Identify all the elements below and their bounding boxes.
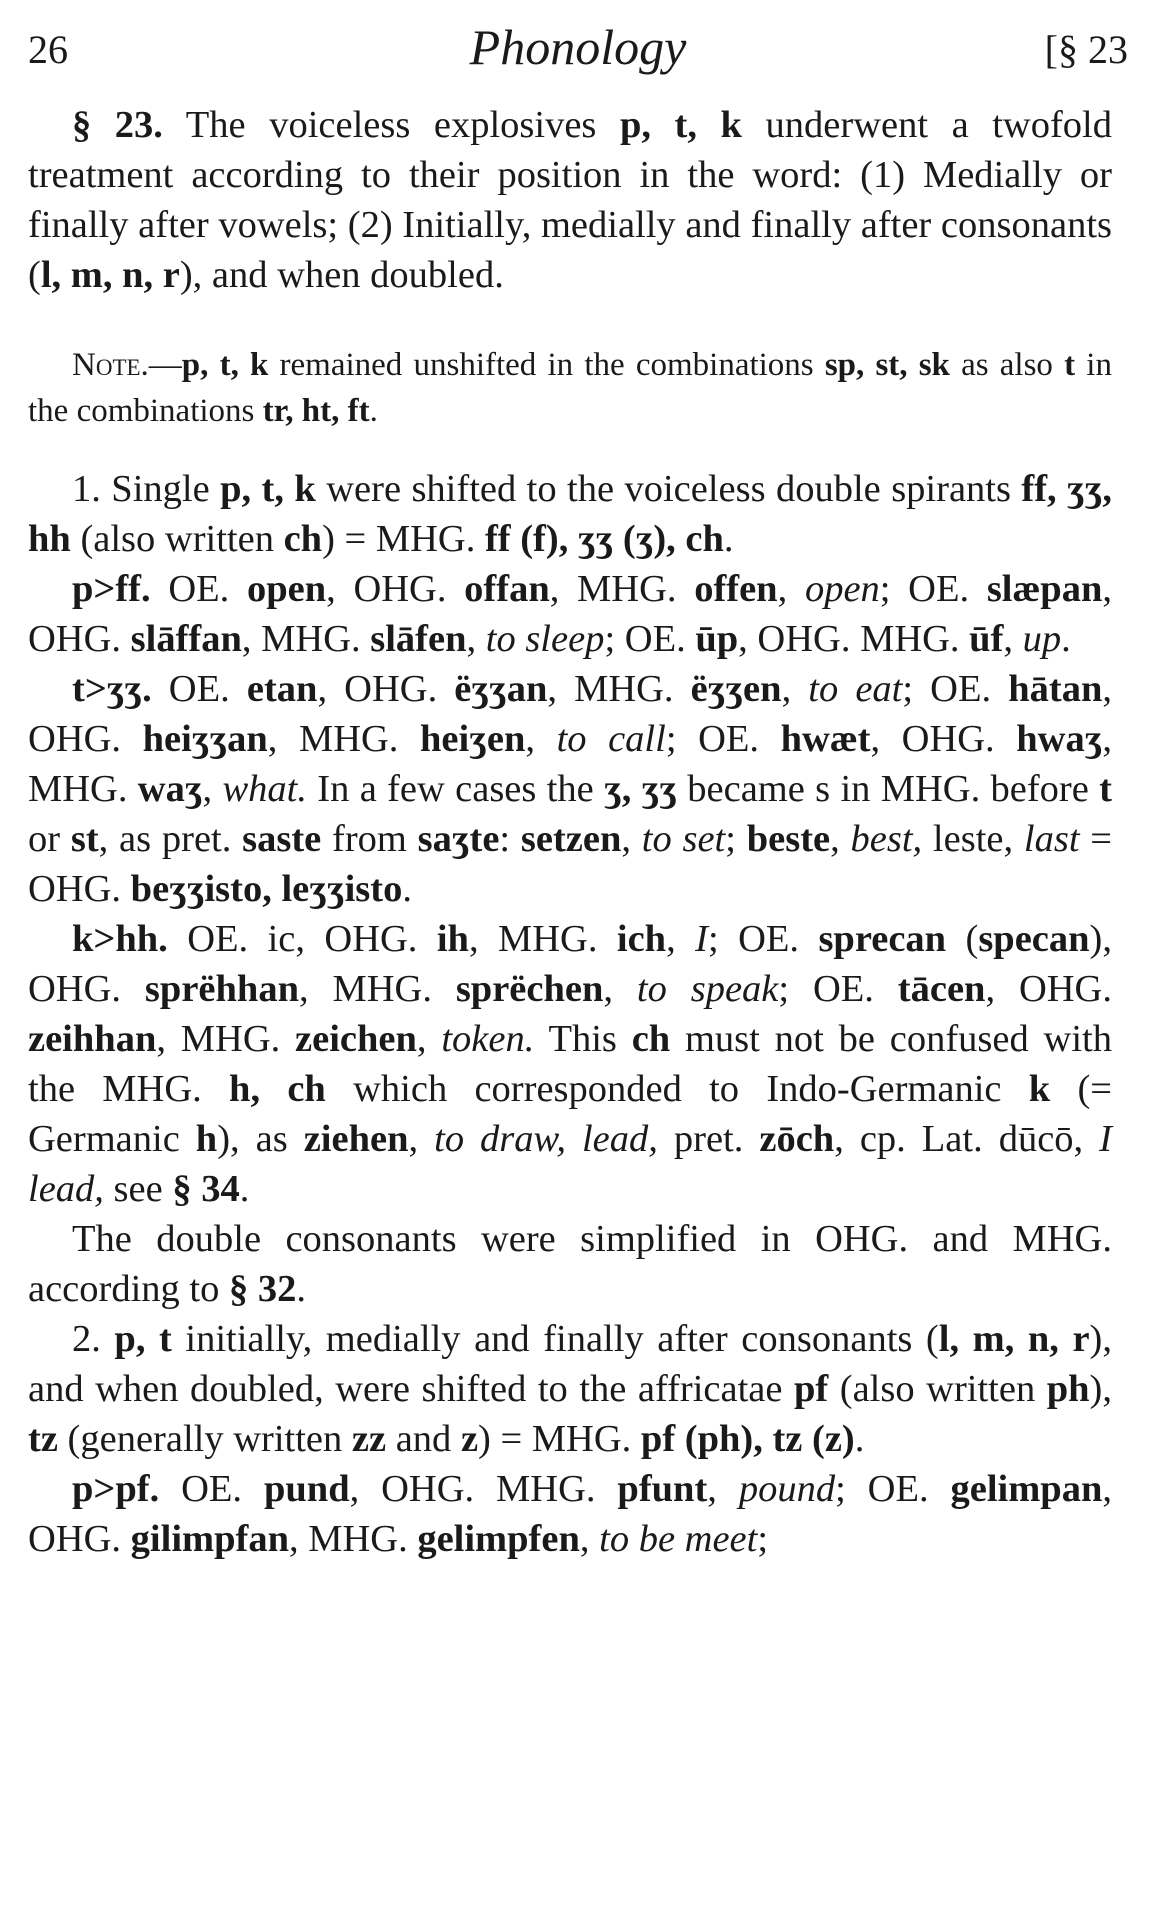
paragraph-k-to-hh: k>hh. OE. ic, OHG. ih, MHG. ich, I; OE. sprecan (specan), OHG. sprëhhan, MHG. sprëchen, to speak; OE. tācen, OHG. zeihhan, MHG. zeichen, token. This ch must not be confused with the MHG. h, ch which corresponded to Indo-Germanic k (= Germanic h), as ziehen, to draw, lead, pret. zōch, cp. Lat. dūcō, I lead, see § 34.	[28, 918, 1112, 1210]
paragraph-t-to-zz: t>ʒʒ. OE. etan, OHG. ëʒʒan, MHG. ëʒʒen, to eat; OE. hātan, OHG. heiʒʒan, MHG. heiʒen, to call; OE. hwæt, OHG. hwaʒ, MHG. waʒ, what. In a few cases the ʒ, ʒʒ became s in MHG. before t or st, as pret. saste from saʒte: setzen, to set; beste, best, leste, last = OHG. beʒʒisto, leʒʒisto.	[28, 668, 1113, 910]
page-number: 26	[28, 27, 68, 72]
running-header	[28, 12, 1128, 82]
page-body	[28, 100, 1112, 1564]
note-paragraph: Note.—p, t, k remained unshifted in the combinations sp, st, sk as also t in the combinations tr, ht, ft.	[28, 347, 1112, 429]
paragraph-p-to-pf: p>pf. OE. pund, OHG. MHG. pfunt, pound; OE. gelimpan, OHG. gilimpfan, MHG. gelimpfen, to be meet;	[28, 1468, 1112, 1560]
running-title: Phonology	[469, 19, 687, 75]
paragraph-initial-consonants: 2. p, t initially, medially and finally after consonants (l, m, n, r), and when doubled, were shifted to the affricatae pf (also written ph), tz (generally written zz and z) = MHG. pf (ph), tz (z).	[28, 1318, 1112, 1460]
paragraph-single-consonants: 1. Single p, t, k were shifted to the voiceless double spirants ff, ʒʒ, hh (also written ch) = MHG. ff (f), ʒʒ (ʒ), ch.	[28, 468, 1112, 560]
paragraph-double-consonants: The double consonants were simplified in OHG. and MHG. according to § 32.	[28, 1218, 1112, 1310]
paragraph-p-to-ff: p>ff. OE. open, OHG. offan, MHG. offen, open; OE. slæpan, OHG. slāffan, MHG. slāfen, to sleep; OE. ūp, OHG. MHG. ūf, up.	[28, 568, 1112, 660]
section-reference: [§ 23	[1044, 27, 1128, 72]
paragraph-section-23: § 23. The voiceless explosives p, t, k underwent a twofold treatment according to their position in the word: (1) Medially or finally after vowels; (2) Initially, medially and finally after consonants (l, m, n, r), and when doubled.	[28, 104, 1112, 296]
